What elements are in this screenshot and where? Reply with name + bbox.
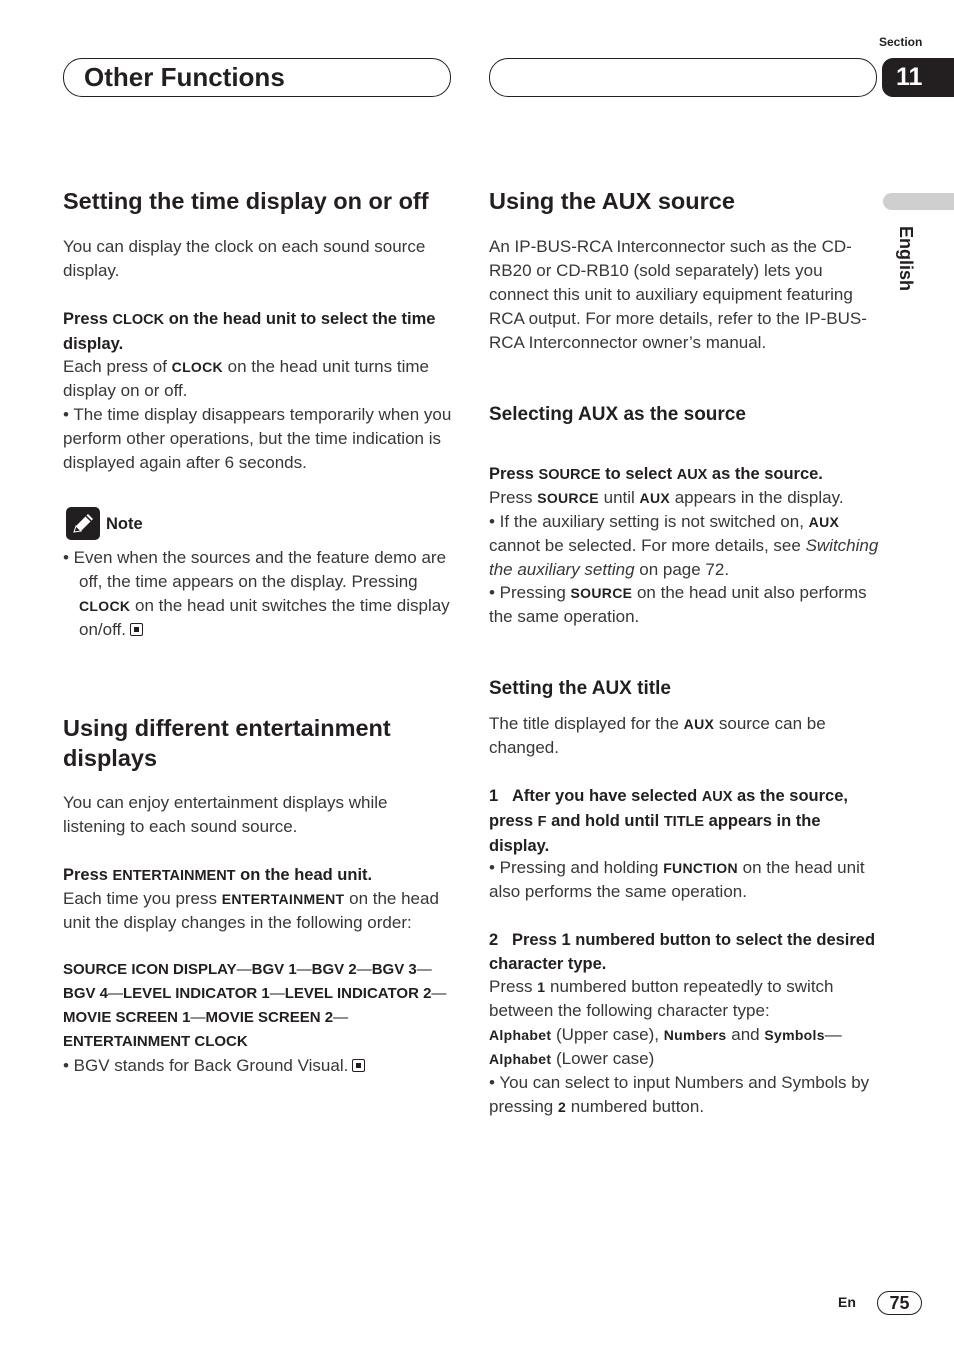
- entertainment-section: [63, 713, 453, 773]
- section-number: 11: [882, 58, 954, 97]
- number-key: 2: [557, 1099, 567, 1115]
- page-header-title: Other Functions: [84, 62, 285, 92]
- time-display-instruction: [63, 307, 453, 356]
- source-key: SOURCE: [538, 467, 601, 483]
- aux-key: AUX: [683, 716, 715, 732]
- instr-text: Press: [63, 866, 113, 884]
- instr-text: on the head unit.: [235, 866, 373, 884]
- bullet-text: • You can select to input Numbers and Symbols by pressing: [489, 1073, 870, 1116]
- page-number: 75: [877, 1291, 922, 1315]
- section-label: Section: [879, 35, 923, 49]
- clock-key: CLOCK: [112, 312, 165, 328]
- bullet-text: • Pressing and holding: [489, 858, 664, 877]
- bullet-text: • BGV stands for Back Ground Visual.: [63, 1056, 349, 1075]
- time-display-heading: Setting the time display on or off: [63, 188, 429, 214]
- header-title-box: [63, 58, 451, 97]
- body-text: numbered button repeatedly to switch between the following character type:: [489, 977, 834, 1020]
- aux-title-section: [489, 677, 879, 701]
- number-key: 1: [561, 931, 571, 949]
- select-aux-bullet2: [489, 581, 874, 629]
- step2-instruction: [489, 928, 879, 976]
- f-key: F: [537, 814, 547, 830]
- number-key: 1: [537, 979, 546, 995]
- bullet-text: cannot be selected. For more details, see: [489, 536, 806, 555]
- bullet-text: on the head unit also performs the same operation.: [489, 858, 865, 901]
- note-text: on the head unit switches the time display on/off.: [79, 596, 450, 639]
- bullet-text: • If the auxiliary setting is not switched on,: [489, 512, 809, 531]
- step-text: and hold until: [546, 812, 664, 830]
- function-key: FUNCTION: [663, 860, 738, 876]
- body-text: Each press of: [63, 357, 172, 376]
- step-number: 2: [489, 931, 499, 949]
- instr-text: Press: [63, 310, 113, 328]
- step2-bullet: [489, 1071, 879, 1119]
- end-mark-icon: [352, 1059, 365, 1072]
- step-text: Press: [511, 931, 562, 949]
- title-key: TITLE: [663, 814, 705, 830]
- body-text: until: [598, 488, 640, 507]
- bgv-bullet: [63, 1054, 453, 1078]
- source-key: SOURCE: [570, 585, 633, 601]
- clock-key: CLOCK: [79, 598, 131, 614]
- body-text: Each time you press: [63, 889, 222, 908]
- type-text: and: [726, 1025, 765, 1044]
- instr-text: on the head unit to select the time display.: [63, 310, 436, 353]
- body-text: on the head unit the display changes in the following order:: [63, 889, 439, 932]
- sequence-item: LEVEL INDICATOR 1: [123, 985, 270, 1002]
- sequence-item: BGV 2: [311, 961, 357, 978]
- sequence-item: SOURCE ICON DISPLAY: [63, 961, 237, 978]
- type-numbers: Numbers: [663, 1027, 727, 1043]
- language-label: English: [896, 226, 916, 292]
- step1-bullet: [489, 856, 879, 904]
- bullet-text: numbered button.: [566, 1097, 705, 1116]
- entertainment-heading: Using different entertainment displays: [63, 715, 391, 771]
- footer-language: En: [838, 1294, 856, 1310]
- entertainment-intro: You can enjoy entertainment displays while listening to each sound source.: [63, 793, 388, 836]
- type-text: (Upper case),: [551, 1025, 664, 1044]
- aux-key: AUX: [701, 789, 733, 805]
- instr-text: as the source.: [707, 465, 823, 483]
- time-display-body: [63, 355, 453, 403]
- entertainment-key: ENTERTAINMENT: [221, 891, 345, 907]
- sequence-item: MOVIE SCREEN 1: [63, 1009, 191, 1026]
- aux-key: AUX: [639, 490, 670, 506]
- step-number: 1: [489, 787, 499, 805]
- sequence-item: MOVIE SCREEN 2: [205, 1009, 334, 1026]
- select-aux-body: [489, 486, 879, 510]
- body-text: on the head unit turns time display on or off.: [63, 357, 429, 400]
- aux-key: AUX: [808, 514, 840, 530]
- aux-key: AUX: [676, 467, 708, 483]
- bullet-text: • Pressing: [489, 583, 571, 602]
- time-display-bullet: • The time display disappears temporarily when you perform other operations, but the time indication is displayed again after 6 seconds.: [63, 405, 452, 472]
- sequence-item: BGV 3: [371, 961, 417, 978]
- type-text: —: [824, 1025, 842, 1044]
- note-pencil-icon: [66, 507, 100, 540]
- instr-text: to select: [600, 465, 677, 483]
- note-bullet: [63, 546, 459, 642]
- intro-text: The title displayed for the: [489, 714, 684, 733]
- header-blank-box: [489, 58, 877, 97]
- type-alphabet: Alphabet: [489, 1027, 552, 1043]
- sequence-item: LEVEL INDICATOR 2: [284, 985, 432, 1002]
- type-alphabet-lower: Alphabet: [489, 1051, 552, 1067]
- aux-title-heading: Setting the AUX title: [489, 678, 671, 699]
- aux-intro: An IP-BUS-RCA Interconnector such as the CD-RB20 or CD-RB10 (sold separately) lets you connect this unit to auxiliary equipment featuring RCA output. For more details, refer to the IP-BUS-RCA Interconnector owner’s manual.: [489, 237, 867, 352]
- body-text: Press: [489, 977, 538, 996]
- instr-text: Press: [489, 465, 539, 483]
- type-symbols: Symbols: [764, 1027, 825, 1043]
- sequence-item: ENTERTAINMENT CLOCK: [63, 1033, 248, 1050]
- end-mark-icon: [130, 623, 143, 636]
- step1-instruction: [489, 784, 879, 858]
- entertainment-body: [63, 887, 448, 935]
- sequence-item: BGV 1: [251, 961, 297, 978]
- character-types: [489, 1023, 879, 1071]
- intro-text: source can be changed.: [489, 714, 826, 757]
- note-label: Note: [106, 515, 143, 533]
- entertainment-key: ENTERTAINMENT: [112, 868, 236, 884]
- language-tab: [883, 193, 954, 210]
- entertainment-instruction: [63, 863, 453, 888]
- body-text: Press: [489, 488, 538, 507]
- left-column: [63, 186, 453, 216]
- entertainment-sequence: SOURCE ICON DISPLAY—BGV 1—BGV 2—BGV 3—BGV 4—LEVEL INDICATOR 1—LEVEL INDICATOR 2—MOVIE SCREEN 1—MOVIE SCREEN 2—ENTERTAINMENT CLOCK: [63, 961, 447, 1050]
- note-text: • Even when the sources and the feature demo are off, the time appears on the display. Pressing: [63, 548, 447, 591]
- select-aux-section: [489, 403, 879, 427]
- step2-body: [489, 975, 879, 1023]
- aux-heading: Using the AUX source: [489, 188, 735, 214]
- step-text: as the source, press: [489, 787, 848, 830]
- aux-title-intro: [489, 712, 874, 760]
- select-aux-bullet1: [489, 510, 879, 582]
- step-text: After you have selected: [511, 787, 702, 805]
- step-text: numbered button to select the desired character type.: [489, 931, 876, 973]
- type-text: (Lower case): [551, 1049, 655, 1068]
- select-aux-heading: Selecting AUX as the source: [489, 404, 746, 425]
- step-text: appears in the display.: [489, 812, 821, 855]
- cross-reference: Switching the auxiliary setting: [489, 536, 879, 579]
- time-display-intro: You can display the clock on each sound source display.: [63, 237, 426, 280]
- bullet-text: on page 72.: [634, 560, 730, 579]
- clock-key: CLOCK: [171, 359, 223, 375]
- aux-section: [489, 186, 879, 216]
- select-aux-instruction: [489, 462, 879, 487]
- source-key: SOURCE: [537, 490, 599, 506]
- bullet-text: on the head unit also performs the same operation.: [489, 583, 867, 626]
- body-text: appears in the display.: [670, 488, 844, 507]
- sequence-item: BGV 4: [63, 985, 109, 1002]
